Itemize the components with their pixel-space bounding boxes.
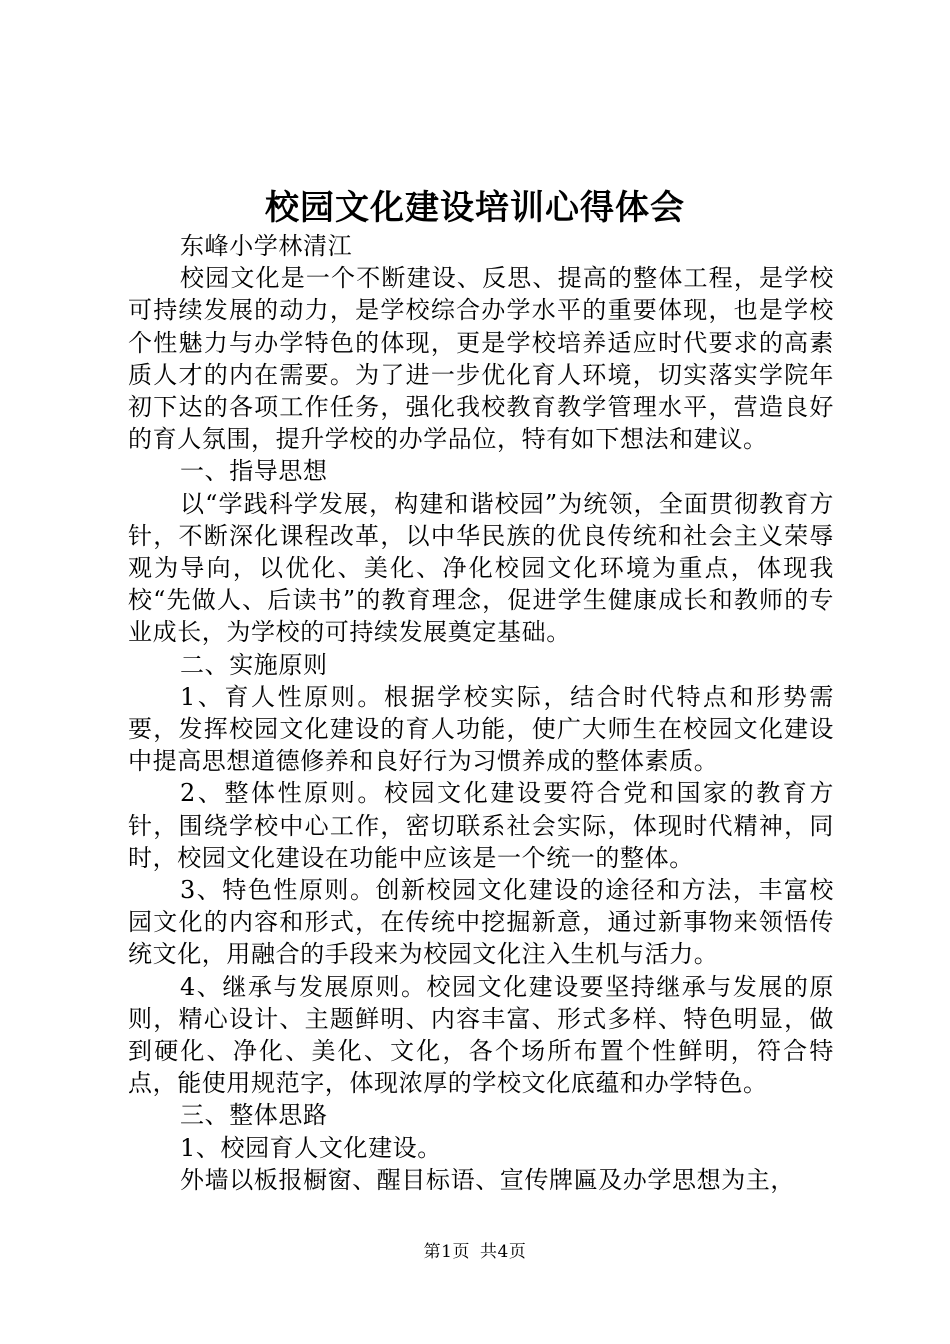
page-footer xyxy=(0,1241,950,1263)
document-body xyxy=(128,230,834,1196)
page-number: 第1页 xyxy=(423,1242,470,1262)
section-heading: 三、整体思路 xyxy=(180,1101,328,1130)
body-paragraph: 4、继承与发展原则。校园文化建设要坚持继承与发展的原则，精心设计、主题鲜明、内容丰富、形式多样、特色明显，做到硬化、净化、美化、文化，各个场所布置个性鲜明，符合特点，能使用规范字，体现浓厚的学校文化底蕴和办学特色。 xyxy=(128,972,834,1098)
body-paragraph: 1、育人性原则。根据学校实际，结合时代特点和形势需要，发挥校园文化建设的育人功能，使广大师生在校园文化建设中提高思想道德修养和良好行为习惯养成的整体素质。 xyxy=(128,682,834,776)
subsection-heading: 1、校园育人文化建设。 xyxy=(180,1133,442,1162)
body-paragraph: 2、整体性原则。校园文化建设要符合党和国家的教育方针，围绕学校中心工作，密切联系社会实际，体现时代精神，同时，校园文化建设在功能中应该是一个统一的整体。 xyxy=(128,779,834,872)
page-total: 共4页 xyxy=(480,1242,527,1262)
document-title: 校园文化建设培训心得体会 xyxy=(265,188,685,228)
body-paragraph: 以“学践科学发展，构建和谐校园”为统领，全面贯彻教育方针，不断深化课程改革，以中华民族的优良传统和社会主义荣辱观为导向，以优化、美化、净化校园文化环境为重点，体现我校“先做人、后读书”的教育理念，促进学生健康成长和教师的专业成长，为学校的可持续发展奠定基础。 xyxy=(128,489,834,647)
body-paragraph: 3、特色性原则。创新校园文化建设的途径和方法，丰富校园文化的内容和形式，在传统中挖掘新意，通过新事物来领悟传统文化，用融合的手段来为校园文化注入生机与活力。 xyxy=(128,876,834,969)
body-paragraph: 校园文化是一个不断建设、反思、提高的整体工程，是学校可持续发展的动力，是学校综合办学水平的重要体现，也是学校个性魅力与办学特色的体现，更是学校培养适应时代要求的高素质人才的内在需要。为了进一步优化育人环境，切实落实学院年初下达的各项工作任务，强化我校教育教学管理水平，营造良好的育人氛围，提升学校的办学品位，特有如下想法和建议。 xyxy=(128,264,834,454)
section-heading: 二、实施原则 xyxy=(180,650,328,679)
author-line: 东峰小学林清江 xyxy=(180,232,353,260)
section-heading: 一、指导思想 xyxy=(180,457,328,486)
body-paragraph: 外墙以板报橱窗、醒目标语、宣传牌匾及办学思想为主， xyxy=(180,1165,795,1194)
